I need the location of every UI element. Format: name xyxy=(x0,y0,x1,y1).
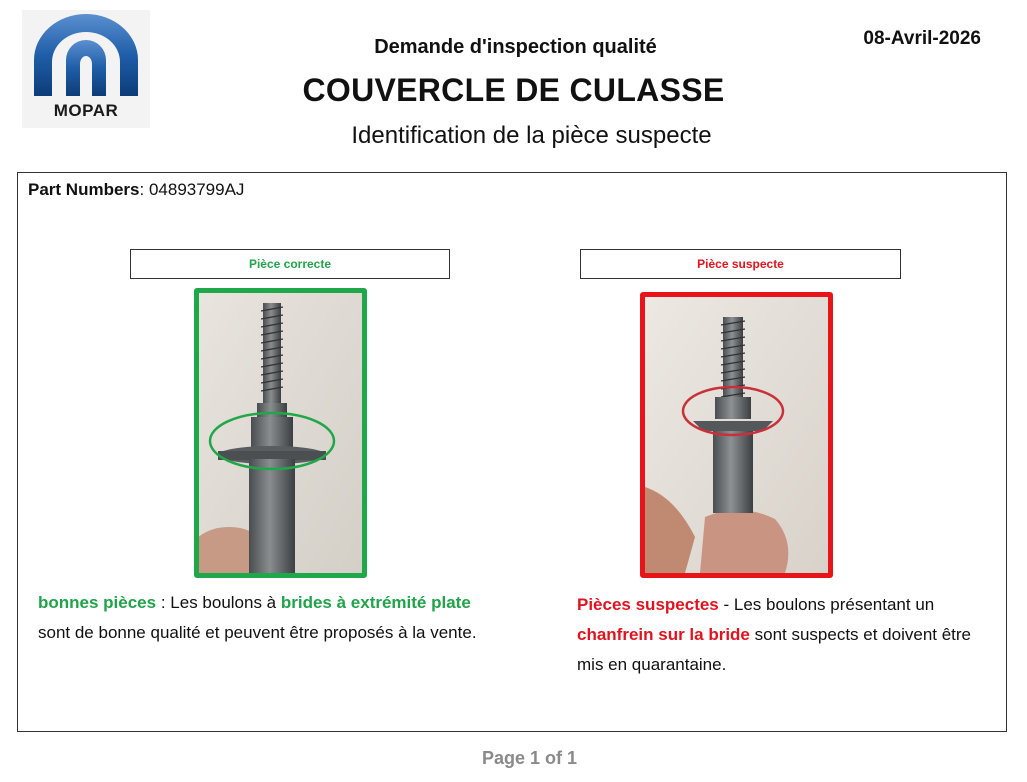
identification-heading: Identification de la pièce suspecte xyxy=(351,122,712,149)
correct-part-description: bonnes pièces : Les boulons à brides à extrémité plate sont de bonne qualité et peuvent être proposés à la vente. xyxy=(38,593,477,642)
part-numbers-separator: : xyxy=(139,180,145,199)
part-numbers-label: Part Numbers xyxy=(28,180,140,199)
suspect-highlight-chamfer: chanfrein sur la bride xyxy=(577,625,750,644)
page-number: Page 1 of 1 xyxy=(481,748,578,768)
part-number-value: 04893799AJ xyxy=(148,180,245,199)
correct-part-label: Pièce correcte xyxy=(130,249,450,279)
request-subtitle: Demande d'inspection qualité xyxy=(374,36,657,58)
part-numbers xyxy=(28,180,244,200)
suspect-part-description: Pièces suspectes - Les boulons présentant un chanfrein sur la bride sont suspects et doivent être mis en quarantaine. xyxy=(577,595,972,674)
suspect-highlight-suspect-parts: Pièces suspectes xyxy=(577,595,719,614)
chamfered-flange-bolt-photo xyxy=(640,292,833,578)
document-date: 08-Avril-2026 xyxy=(863,28,981,49)
flat-flange-bolt-photo xyxy=(194,288,367,578)
mopar-wordmark: MOPAR xyxy=(53,101,119,120)
page-title: COUVERCLE DE CULASSE xyxy=(302,72,725,108)
suspect-part-label: Pièce suspecte xyxy=(580,249,901,279)
correct-highlight-good-parts: bonnes pièces xyxy=(38,593,157,612)
mopar-logo xyxy=(22,10,150,128)
correct-highlight-flat-flange: brides à extrémité plate xyxy=(280,593,471,612)
